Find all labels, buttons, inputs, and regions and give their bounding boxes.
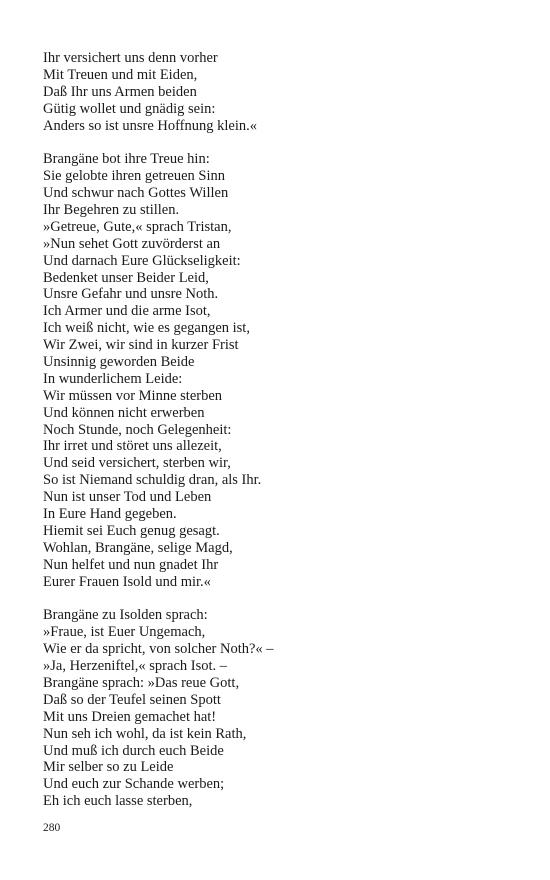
verse-line: Daß so der Teufel seinen Spott [43,691,221,708]
verse-line: »Fraue, ist Euer Ungemach, [43,624,206,641]
verse-line: Anders so ist unsre Hoffnung klein.« [43,117,257,134]
verse-line: Eurer Frauen Isold und mir.« [43,573,211,590]
poem-text [43,50,513,810]
verse-line: In wunderlichem Leide: [43,370,183,387]
stanza-2 [43,151,513,590]
verse-line: Ich weiß nicht, wie es gegangen ist, [43,320,250,337]
verse-line: Nun ist unser Tod und Leben [43,489,212,506]
verse-line: »Ja, Herzeniftel,« sprach Isot. – [43,658,228,675]
verse-line: Wie er da spricht, von solcher Noth?« – [43,641,274,658]
verse-line: Und muß ich durch euch Beide [43,742,224,759]
verse-line: Unsinnig geworden Beide [43,354,195,371]
page-number: 280 [43,822,61,834]
verse-line: Mit Treuen und mit Eiden, [43,66,198,83]
verse-line: Nun helfet und nun gnadet Ihr [43,556,219,573]
verse-line: »Nun sehet Gott zuvörderst an [43,235,221,252]
verse-line: Brangäne sprach: »Das reue Gott, [43,674,240,691]
verse-line: Wir Zwei, wir sind in kurzer Frist [43,337,239,354]
verse-line: Brangäne zu Isolden sprach: [43,607,208,624]
verse-line: Wohlan, Brangäne, selige Magd, [43,539,233,556]
verse-line: »Getreue, Gute,« sprach Tristan, [43,218,232,235]
verse-line: Und darnach Eure Glückseligkeit: [43,252,241,269]
verse-line: Mir selber so zu Leide [43,759,174,776]
verse-line: Hiemit sei Euch genug gesagt. [43,522,220,539]
verse-line: Und euch zur Schande werben; [43,776,225,793]
verse-line: Noch Stunde, noch Gelegenheit: [43,421,232,438]
verse-line: Und seid versichert, sterben wir, [43,455,231,472]
stanza-3 [43,607,513,810]
verse-line: Sie gelobte ihren getreuen Sinn [43,168,226,185]
verse-line: Ihr versichert uns denn vorher [43,50,218,66]
stanza-1 [43,50,513,134]
verse-line: So ist Niemand schuldig dran, als Ihr. [43,472,262,489]
verse-line: Unsre Gefahr und unsre Noth. [43,286,219,303]
verse-line: Ihr Begehren zu stillen. [43,202,180,219]
verse-line: Bedenket unser Beider Leid, [43,269,209,286]
verse-line: Und können nicht erwerben [43,404,205,421]
verse-line: Brangäne bot ihre Treue hin: [43,151,210,168]
verse-line: Und schwur nach Gottes Willen [43,185,229,202]
verse-line: Gütig wollet und gnädig sein: [43,100,216,117]
verse-line: Mit uns Dreien gemachet hat! [43,708,217,725]
verse-line: In Eure Hand gegeben. [43,506,177,523]
verse-line: Ihr irret und störet uns allezeit, [43,438,222,455]
verse-line: Ich Armer und die arme Isot, [43,303,211,320]
verse-line: Eh ich euch lasse sterben, [43,793,193,810]
verse-line: Nun seh ich wohl, da ist kein Rath, [43,725,247,742]
verse-line: Wir müssen vor Minne sterben [43,387,223,404]
verse-line: Daß Ihr uns Armen beiden [43,83,197,100]
